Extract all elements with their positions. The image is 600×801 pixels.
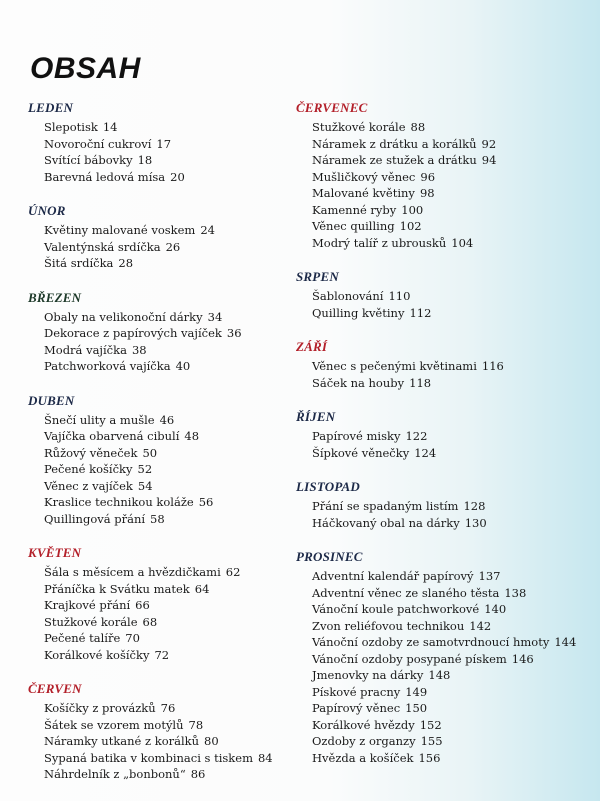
toc-entry: [296, 358, 596, 375]
toc-entry-title: Vánoční ozdoby posypané pískem: [312, 651, 507, 666]
toc-entry-title: Modrý talíř z ubrousků: [312, 235, 447, 250]
toc-column-right: [296, 100, 596, 784]
toc-entry: [296, 700, 596, 717]
toc-entry-title: Adventní kalendář papírový: [312, 569, 474, 583]
toc-entry: [28, 169, 290, 186]
toc-section: [28, 545, 290, 663]
toc-entry-page: 84: [257, 750, 273, 765]
toc-entry-title: Stužkové korále: [44, 614, 138, 629]
month-heading: ŘÍJEN: [296, 409, 336, 424]
toc-entry-title: Kraslice technikou koláže: [44, 495, 194, 509]
toc-entry-title: Patchworková vajíčka: [44, 359, 171, 373]
toc-entry-title: Šípkové věnečky: [312, 445, 410, 460]
toc-entry: [296, 185, 596, 202]
toc-section: [296, 409, 596, 461]
toc-entry: [296, 119, 596, 136]
month-heading: ZÁŘÍ: [296, 339, 328, 354]
toc-entry-title: Přáníčka k Svátku matek: [44, 581, 190, 596]
toc-entry-title: Vánoční koule patchworkové: [312, 602, 480, 616]
page-title: OBSAH: [30, 52, 141, 85]
toc-entry: [296, 585, 596, 602]
toc-entry-title: Quilling květiny: [312, 305, 405, 320]
toc-section: [296, 269, 596, 321]
toc-entry-page: 149: [405, 684, 428, 699]
toc-entry: [28, 766, 290, 783]
toc-entry: [296, 445, 596, 462]
toc-entry-title: Náramek ze stužek a drátku: [312, 153, 477, 167]
month-heading: SRPEN: [296, 269, 339, 284]
toc-entry: [296, 136, 596, 153]
month-heading: ÚNOR: [28, 203, 66, 218]
toc-entry-title: Korálkové košíčky: [44, 647, 150, 662]
toc-entry-page: 52: [137, 462, 153, 476]
toc-entry-page: 17: [156, 136, 172, 151]
month-heading: DUBEN: [28, 392, 75, 408]
toc-entry-page: 86: [190, 767, 206, 781]
toc-entry-title: Růžový věneček: [44, 445, 138, 460]
toc-entry-page: 26: [165, 239, 181, 254]
toc-entry-title: Valentýnská srdíčka: [44, 239, 161, 254]
toc-entry-title: Barevná ledová mísa: [44, 169, 166, 184]
toc-entry: [28, 597, 290, 614]
toc-entry-title: Ozdoby z organzy: [312, 734, 416, 748]
toc-entry-page: 100: [401, 202, 424, 217]
toc-entry-page: 98: [419, 186, 435, 200]
toc-entry-page: 142: [469, 618, 492, 633]
toc-entry-page: 122: [405, 429, 428, 443]
toc-entry-page: 48: [184, 429, 200, 443]
toc-entry-page: 156: [418, 750, 441, 765]
toc-entry-title: Šitá srdíčka: [44, 256, 114, 270]
toc-entry-page: 112: [409, 305, 432, 320]
toc-entry-page: 34: [207, 309, 223, 324]
toc-entry-page: 94: [481, 153, 497, 167]
toc-section: [296, 549, 596, 766]
toc-entry-title: Sáček na houby: [312, 375, 405, 390]
toc-entry-page: 76: [160, 701, 176, 715]
toc-entry-title: Modrá vajíčka: [44, 342, 127, 357]
toc-entry-page: 152: [419, 717, 442, 732]
toc-entry-title: Šnečí ulity a mušle: [44, 412, 155, 427]
toc-entry-title: Malované květiny: [312, 186, 415, 200]
toc-entry-page: 88: [410, 120, 426, 134]
toc-entry: [28, 581, 290, 598]
toc-entry-title: Šála s měsícem a hvězdičkami: [44, 565, 221, 579]
toc-entry: [28, 445, 290, 462]
toc-entry-page: 50: [142, 445, 158, 460]
toc-entry: [28, 342, 290, 359]
month-heading: ČERVENEC: [296, 100, 368, 115]
toc-entry-title: Věnec quilling: [312, 219, 395, 233]
toc-entry: [28, 255, 290, 272]
toc-entry: [28, 358, 290, 375]
toc-entry-page: 62: [225, 565, 241, 579]
toc-entry-title: Mušličkový věnec: [312, 169, 416, 184]
toc-entry-page: 20: [170, 169, 185, 184]
toc-entry: [28, 511, 290, 528]
toc-entry-title: Korálkové hvězdy: [312, 717, 415, 732]
toc-entry-page: 24: [200, 223, 215, 237]
toc-entry: [296, 568, 596, 585]
toc-entry: [28, 717, 290, 734]
toc-entry-page: 124: [414, 445, 437, 460]
toc-entry-page: 38: [131, 342, 147, 357]
toc-entry-title: Papírový věnec: [312, 701, 401, 715]
toc-entry-title: Stužkové korále: [312, 120, 406, 134]
toc-entry-page: 140: [484, 602, 507, 616]
toc-entry-title: Krajkové přání: [44, 598, 131, 612]
toc-entry: [28, 630, 290, 647]
toc-entry-page: 96: [420, 169, 436, 184]
toc-section: [296, 339, 596, 391]
toc-entry: [296, 152, 596, 169]
month-heading: PROSINEC: [296, 549, 363, 564]
toc-entry-title: Obaly na velikonoční dárky: [44, 309, 203, 324]
toc-entry-title: Šátek se vzorem motýlů: [44, 717, 184, 732]
toc-entry-page: 150: [405, 701, 428, 715]
toc-entry-page: 144: [554, 635, 577, 649]
toc-entry-page: 92: [481, 136, 497, 151]
toc-section: [28, 100, 290, 185]
toc-entry-page: 78: [188, 717, 204, 732]
toc-entry: [28, 309, 290, 326]
toc-entry: [28, 614, 290, 631]
toc-entry: [28, 647, 290, 664]
toc-entry-title: Náhrdelník z „bonbonů“: [44, 767, 186, 781]
toc-entry: [28, 119, 290, 136]
toc-entry-title: Košíčky z provázků: [44, 701, 156, 715]
toc-entry-page: 155: [420, 734, 443, 748]
toc-entry-page: 116: [481, 359, 504, 373]
month-heading: BŘEZEN: [28, 289, 82, 305]
toc-entry-page: 28: [118, 256, 134, 270]
toc-entry-title: Sypaná batika v kombinaci s tiskem: [44, 750, 253, 765]
toc-entry: [28, 564, 290, 581]
toc-entry-page: 138: [504, 585, 527, 600]
toc-section: [28, 681, 290, 783]
toc-entry-title: Papírové misky: [312, 429, 401, 443]
toc-entry-title: Kamenné ryby: [312, 202, 397, 217]
toc-entry: [28, 222, 290, 239]
toc-entry-page: 14: [102, 120, 118, 134]
toc-entry-page: 80: [204, 734, 219, 748]
toc-entry-page: 46: [159, 412, 175, 427]
toc-entry: [296, 667, 596, 684]
toc-entry: [28, 325, 290, 342]
toc-entry: [28, 412, 290, 429]
toc-entry-page: 148: [428, 668, 451, 682]
toc-entry-title: Přání se spadaným listím: [312, 499, 459, 513]
toc-entry-title: Háčkovaný obal na dárky: [312, 515, 460, 530]
toc-section: [296, 100, 596, 251]
toc-entry: [296, 375, 596, 392]
month-heading: LISTOPAD: [296, 479, 360, 494]
toc-entry-page: 56: [198, 495, 214, 509]
toc-entry: [28, 478, 290, 495]
toc-entry: [296, 202, 596, 219]
toc-entry-page: 137: [478, 569, 501, 583]
toc-entry: [28, 494, 290, 511]
toc-entry: [28, 461, 290, 478]
toc-entry-page: 68: [142, 614, 158, 629]
toc-section: [28, 393, 290, 528]
toc-entry-page: 58: [150, 511, 165, 526]
toc-entry-page: 40: [175, 359, 191, 373]
toc-entry: [296, 750, 596, 767]
toc-entry-title: Slepotisk: [44, 120, 98, 134]
toc-entry-title: Náramky utkané z korálků: [44, 734, 200, 748]
toc-entry: [296, 235, 596, 252]
toc-entry: [296, 305, 596, 322]
toc-entry: [296, 169, 596, 186]
toc-entry: [28, 750, 290, 767]
toc-entry-page: 146: [511, 651, 534, 666]
toc-entry: [296, 618, 596, 635]
toc-entry: [296, 733, 596, 750]
toc-column-left: [28, 100, 290, 801]
toc-entry: [28, 136, 290, 153]
toc-entry-page: 102: [399, 219, 422, 233]
toc-entry: [296, 634, 596, 651]
toc-entry: [28, 733, 290, 750]
toc-entry: [296, 515, 596, 532]
month-heading: ČERVEN: [28, 681, 82, 696]
toc-entry-title: Vánoční ozdoby ze samotvrdnoucí hmoty: [312, 635, 550, 649]
toc-entry-page: 18: [137, 153, 153, 167]
toc-entry-page: 70: [125, 631, 140, 645]
toc-entry-title: Pečené talíře: [44, 631, 121, 645]
toc-entry: [296, 601, 596, 618]
toc-entry: [296, 288, 596, 305]
month-heading: KVĚTEN: [28, 545, 82, 560]
toc-entry-title: Hvězda a košíček: [312, 750, 414, 765]
toc-entry-title: Adventní věnec ze slaného těsta: [312, 585, 500, 600]
toc-entry: [296, 684, 596, 701]
toc-section: [296, 479, 596, 531]
toc-section: [28, 203, 290, 272]
toc-entry-title: Quillingová přání: [44, 511, 146, 526]
toc-entry-page: 72: [154, 647, 170, 662]
toc-entry-page: 128: [463, 499, 486, 513]
toc-entry-title: Věnec z vajíček: [44, 478, 133, 493]
toc-entry: [296, 717, 596, 734]
toc-entry-title: Věnec s pečenými květinami: [312, 359, 477, 373]
toc-entry: [28, 428, 290, 445]
toc-entry-page: 36: [226, 326, 242, 340]
toc-entry-title: Dekorace z papírových vajíček: [44, 326, 222, 340]
toc-entry: [296, 428, 596, 445]
toc-entry-title: Náramek z drátku a korálků: [312, 136, 477, 151]
toc-entry-title: Šablonování: [312, 289, 384, 303]
toc-entry-title: Pečené košíčky: [44, 462, 133, 476]
toc-entry-title: Květiny malované voskem: [44, 223, 196, 237]
toc-entry: [296, 218, 596, 235]
toc-entry: [28, 700, 290, 717]
toc-entry: [28, 239, 290, 256]
toc-entry-title: Pískové pracny: [312, 684, 401, 699]
toc-entry-page: 66: [135, 598, 150, 612]
toc-section: [28, 290, 290, 375]
toc-entry-title: Jmenovky na dárky: [312, 668, 424, 682]
toc-entry: [296, 651, 596, 668]
month-heading: LEDEN: [28, 100, 74, 115]
toc-entry: [28, 152, 290, 169]
toc-entry-title: Svítící bábovky: [44, 153, 133, 167]
toc-entry-page: 110: [388, 289, 411, 303]
toc-entry-page: 130: [464, 515, 487, 530]
toc-entry-title: Vajíčka obarvená cibulí: [44, 429, 180, 443]
toc-entry-title: Novoroční cukroví: [44, 136, 152, 151]
toc-entry-page: 54: [137, 478, 153, 493]
toc-entry-page: 118: [409, 375, 432, 390]
toc-entry-title: Zvon reliéfovou technikou: [312, 618, 465, 633]
toc-entry: [296, 498, 596, 515]
toc-entry-page: 64: [194, 581, 210, 596]
toc-entry-page: 104: [451, 235, 474, 250]
